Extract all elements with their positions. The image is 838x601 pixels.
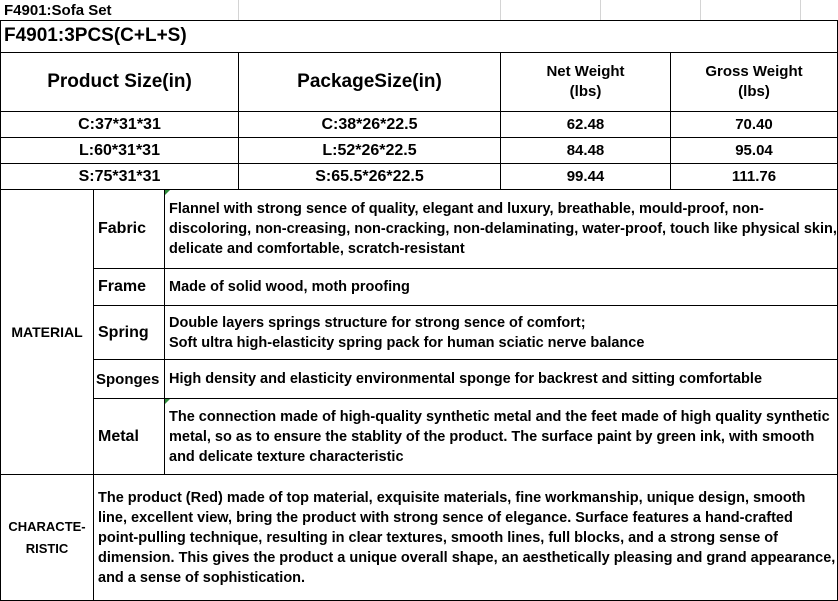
material-name-frame: Frame — [98, 278, 147, 295]
characteristic-label: CHARACTE- RISTIC — [8, 518, 86, 556]
table-row-s-package: S:65.5*26*22.5 — [315, 167, 424, 185]
material-name-sponges: Sponges — [96, 370, 160, 388]
header-net-weight: Net Weight (lbs) — [546, 63, 625, 100]
table-row-c-net: 62.48 — [566, 116, 605, 133]
material-desc-frame: Made of solid wood, moth proofing — [169, 279, 410, 295]
material-name-metal: Metal — [98, 427, 139, 445]
header-package-size: PackageSize(in) — [297, 71, 442, 92]
table-row-l-net: 84.48 — [566, 142, 605, 159]
table-row-c-package: C:38*26*22.5 — [321, 115, 418, 133]
table-row-c-product: C:37*31*31 — [78, 115, 161, 133]
table-row-l-gross: 95.04 — [735, 142, 773, 159]
material-name-spring: Spring — [98, 323, 149, 341]
table-row-s-product: S:75*31*31 — [78, 167, 161, 185]
table-row-c-gross: 70.40 — [735, 116, 773, 133]
material-desc-fabric: Flannel with strong sence of quality, elegant and luxury, breathable, mould-proof, non-discoloring, non-creasing, non-cracking, non-delaminating, water-proof, touch like physical skin, delicate and comfortable, scratch-resistant — [169, 201, 837, 257]
set-title: F4901:3PCS(C+L+S) — [4, 25, 187, 46]
material-desc-spring: Double layers springs structure for strong sence of comfort; Soft ultra high-elasticity spring pack for human sciatic nerve balance — [169, 314, 645, 351]
table-row-l-product: L:60*31*31 — [79, 141, 160, 159]
sheet-title: F4901:Sofa Set — [4, 1, 112, 19]
header-gross-weight: Gross Weight (lbs) — [705, 63, 803, 100]
characteristic-desc: The product (Red) made of top material, exquisite materials, fine workmanship, unique design, smooth line, excellent view, bring the product with strong sence of elegance. Surface features a hand-crafted point-pulling technique, resulting in clear textures, smooth lines, full blocks, and a strong sense of dimension. This gives the product a unique overall shape, an aesthetically pleasing and grand appearance, and a sense of sophistication. — [98, 489, 836, 586]
material-desc-sponges: High density and elasticity environmental sponge for backrest and sitting comfortable — [169, 371, 763, 387]
table-row-s-net: 99.44 — [566, 168, 605, 185]
material-name-fabric: Fabric — [98, 220, 147, 237]
material-label: MATERIAL — [11, 324, 83, 340]
material-desc-metal: The connection made of high-quality synthetic metal and the feet made of high quality synthetic metal, so as to ensure the stablity of the product. The surface paint by green ink, with smooth and delicate texture characteristic — [169, 408, 830, 465]
header-product-size: Product Size(in) — [47, 71, 192, 92]
table-row-l-package: L:52*26*22.5 — [322, 141, 417, 159]
table-row-s-gross: 111.76 — [731, 168, 777, 185]
